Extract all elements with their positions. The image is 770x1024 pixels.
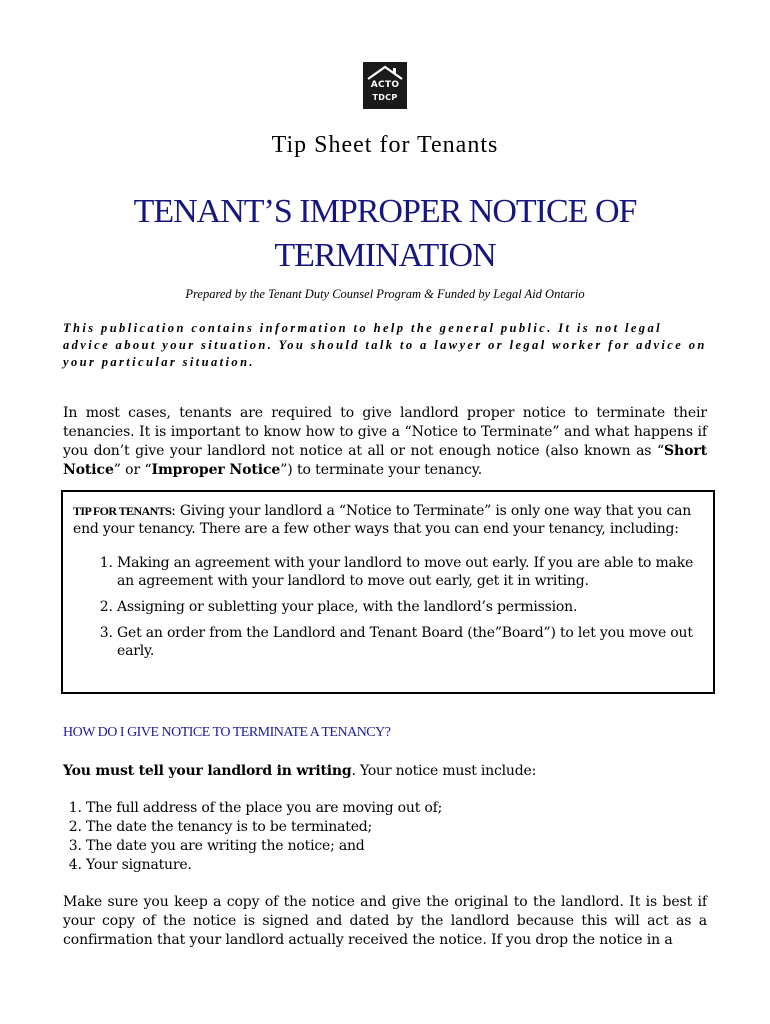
tip-label: TIP FOR TENANTS (73, 504, 172, 518)
acto-tdcp-logo (363, 62, 407, 109)
closing-paragraph: Make sure you keep a copy of the notice and give the original to the landlord. It is best if your copy of the notice is signed and dated by the landlord because this will act as a confirmation that your landlord actually received the notice. If you drop the notice in a (63, 894, 707, 948)
tip-list-item: 2. Assigning or subletting your place, with the landlord’s permission. (117, 598, 703, 616)
must-tell-line (63, 763, 536, 779)
intro-paragraph (63, 404, 707, 480)
must-tell-bold: You must tell your landlord in writing (63, 763, 352, 779)
tip-list-item: 1. Making an agreement with your landlord to move out early. If you are able to make an agreement with your landlord to move out early, get it in writing. (117, 554, 703, 590)
intro-text-1: In most cases, tenants are required to give landlord proper notice to terminate their tenancies. It is important to know how to give a “Notice to Terminate” and what happens if you don’t give your landlord not notice at all or not enough notice (also known as “ (63, 405, 707, 459)
logo-line-1: ACTO (370, 80, 400, 90)
notice-requirements-list (63, 799, 442, 875)
requirement-item: 3. The date you are writing the notice; and (86, 837, 442, 856)
intro-text-3: ”) to terminate your tenancy. (280, 462, 483, 478)
requirement-item: 2. The date the tenancy is to be terminated; (86, 818, 442, 837)
title-line-1: TENANT’S IMPROPER NOTICE OF (133, 193, 637, 230)
tip-list-item: 3. Get an order from the Landlord and Tenant Board (the”Board”) to let you move out early. (117, 624, 703, 660)
tip-lead (73, 502, 703, 538)
title-line-2: TERMINATION (274, 237, 496, 274)
legal-disclaimer: This publication contains information to help the general public. It is not legal advice about your situation. You should talk to a lawyer or legal worker for advice on your particular situation. (63, 321, 707, 369)
logo-line-2: TDCP (372, 93, 398, 102)
tip-text: : Giving your landlord a “Notice to Terminate” is only one way that you can end your tenancy. There are a few other ways that you can end your tenancy, including: (73, 503, 692, 537)
prepared-by: Prepared by the Tenant Duty Counsel Program & Funded by Legal Aid Ontario (185, 287, 585, 301)
intro-bold-short-notice: Short Notice (63, 443, 707, 478)
tip-list (73, 554, 703, 660)
requirement-item: 1. The full address of the place you are moving out of; (86, 799, 442, 818)
document-subtitle: Tip Sheet for Tenants (271, 132, 499, 158)
document-title (0, 190, 770, 278)
section-heading: HOW DO I GIVE NOTICE TO TERMINATE A TENANCY? (63, 725, 391, 740)
must-tell-rest: . Your notice must include: (351, 763, 537, 779)
intro-bold-improper-notice: Improper Notice (151, 462, 281, 478)
intro-text-2: ” or “ (113, 462, 152, 478)
requirement-item: 4. Your signature. (86, 856, 442, 875)
tip-box (61, 490, 715, 694)
